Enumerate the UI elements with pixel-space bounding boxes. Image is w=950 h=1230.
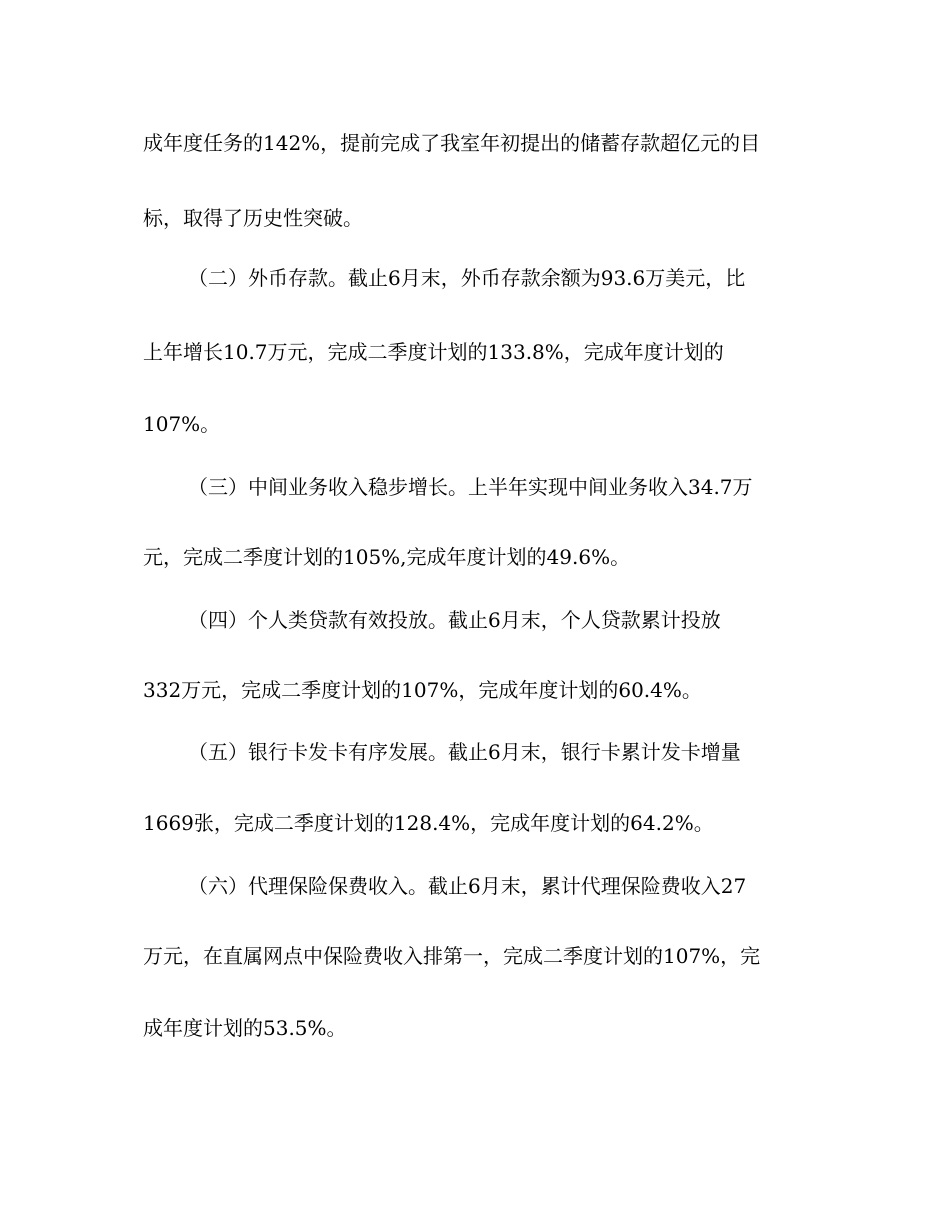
text-line-9: 332万元，完成二季度计划的107%，完成年度计划的60.4%。 [143, 678, 702, 702]
text-line-10: （五）银行卡发卡有序发展。截止6月末，银行卡累计发卡增量 [188, 740, 741, 764]
text-line-5: 107%。 [143, 412, 221, 436]
text-line-6: （三）中间业务收入稳步增长。上半年实现中间业务收入34.7万 [188, 475, 753, 499]
text-line-7: 元，完成二季度计划的105%,完成年度计划的49.6%。 [143, 545, 631, 569]
text-line-14: 成年度计划的53.5%。 [143, 1016, 347, 1040]
text-line-12: （六）代理保险保费收入。截止6月末，累计代理保险费收入27 [188, 874, 747, 898]
text-line-2: 标，取得了历史性突破。 [143, 206, 363, 230]
text-line-13: 万元，在直属网点中保险费收入排第一，完成二季度计划的107%，完 [143, 944, 761, 968]
text-line-4: 上年增长10.7万元，完成二季度计划的133.8%，完成年度计划的 [143, 340, 724, 364]
text-line-3: （二）外币存款。截止6月末，外币存款余额为93.6万美元，比 [188, 266, 746, 290]
text-line-11: 1669张，完成二季度计划的128.4%，完成年度计划的64.2%。 [143, 811, 714, 835]
text-line-8: （四）个人类贷款有效投放。截止6月末，个人贷款累计投放 [188, 608, 721, 632]
text-line-1: 成年度任务的142%，提前完成了我室年初提出的储蓄存款超亿元的目 [143, 131, 761, 155]
